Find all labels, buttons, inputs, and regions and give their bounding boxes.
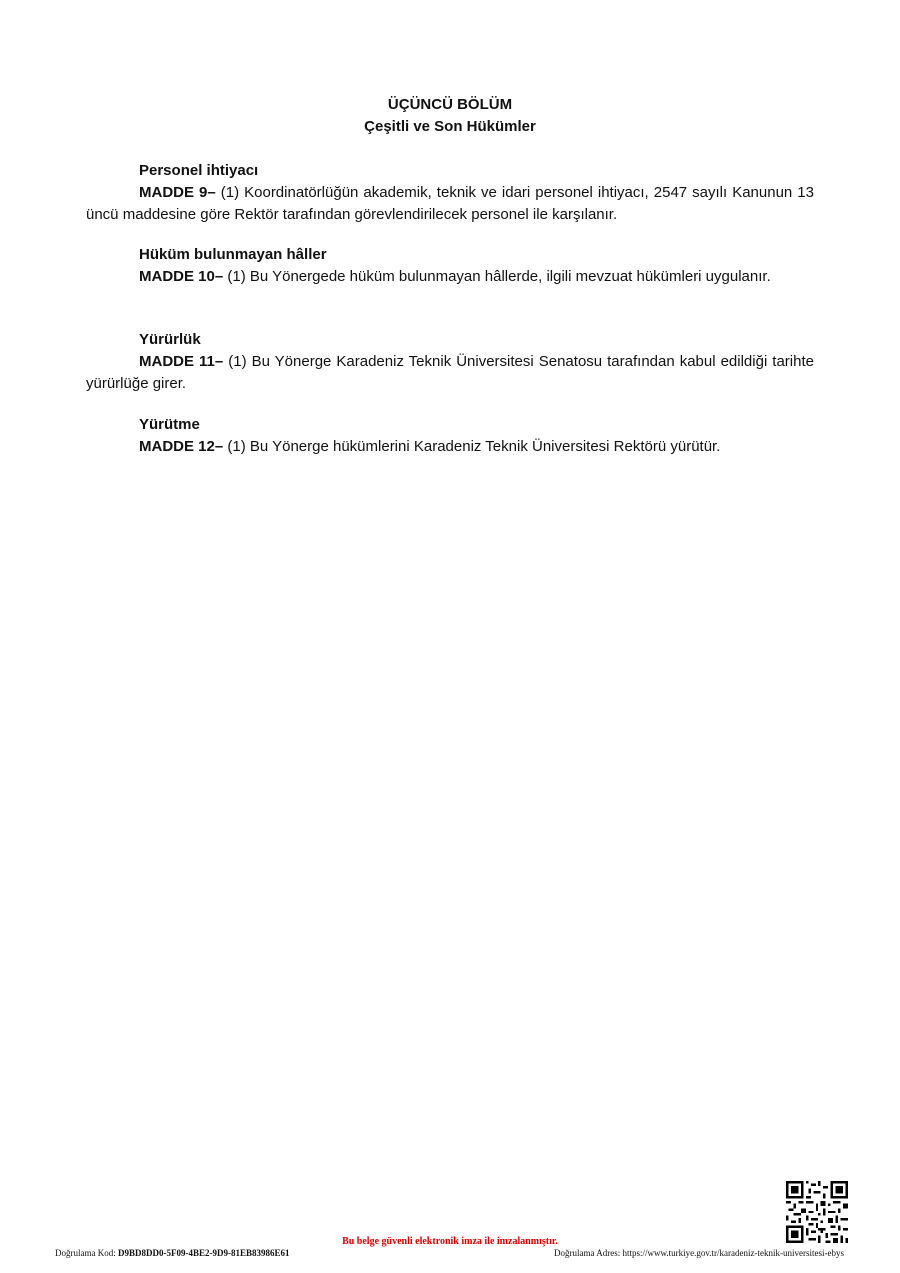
article-section (86, 160, 814, 226)
part-title: ÜÇÜNCÜ BÖLÜM (387, 96, 513, 113)
verification-address-label: Doğrulama Adres: (553, 1248, 621, 1258)
article-body (86, 266, 814, 288)
verification-address-link[interactable]: https://www.turkiye.gov.tr/karadeniz-teknik-universitesi-ebys (622, 1248, 844, 1258)
article-body (86, 436, 814, 458)
article-text: (1) Koordinatörlüğün akademik, teknik ve idari personel ihtiyacı, 2547 sayılı Kanunun 13 üncü maddesine göre Rektör tarafından görevlendirilecek personel ile karşılanır. (86, 184, 814, 223)
article-number: MADDE 12– (139, 438, 224, 455)
article-title: Hüküm bulunmayan hâller (139, 246, 327, 263)
article-body (86, 351, 814, 395)
verification-code (55, 1248, 290, 1258)
verification-code-label: Doğrulama Kod: (55, 1248, 116, 1258)
article-number: MADDE 11– (139, 353, 224, 370)
article-text: (1) Bu Yönerge hükümlerini Karadeniz Teknik Üniversitesi Rektörü yürütür. (223, 438, 721, 455)
article-number: MADDE 9– (139, 184, 216, 201)
article-section (86, 414, 814, 458)
verification-code-value: D9BD8DD0-5F09-4BE2-9D9-81EB83986E61 (118, 1248, 290, 1258)
article-number: MADDE 10– (139, 268, 224, 285)
e-signature-notice: Bu belge güvenli elektronik imza ile imzalanmıştır. (342, 1236, 558, 1247)
part-subtitle: Çeşitli ve Son Hükümler (364, 118, 536, 135)
article-title: Yürütme (139, 416, 200, 433)
article-section (86, 244, 814, 288)
article-title: Yürürlük (139, 331, 201, 348)
article-text: (1) Bu Yönergede hüküm bulunmayan hâllerde, ilgili mevzuat hükümleri uygulanır. (223, 268, 771, 285)
article-section (86, 329, 814, 395)
article-title: Personel ihtiyacı (139, 162, 259, 179)
qr-code-icon (786, 1181, 848, 1243)
article-text: (1) Bu Yönerge Karadeniz Teknik Üniversitesi Senatosu tarafından kabul edildiği tarihte yürürlüğe girer. (86, 353, 814, 392)
verification-address (554, 1248, 844, 1258)
article-body (86, 182, 814, 226)
